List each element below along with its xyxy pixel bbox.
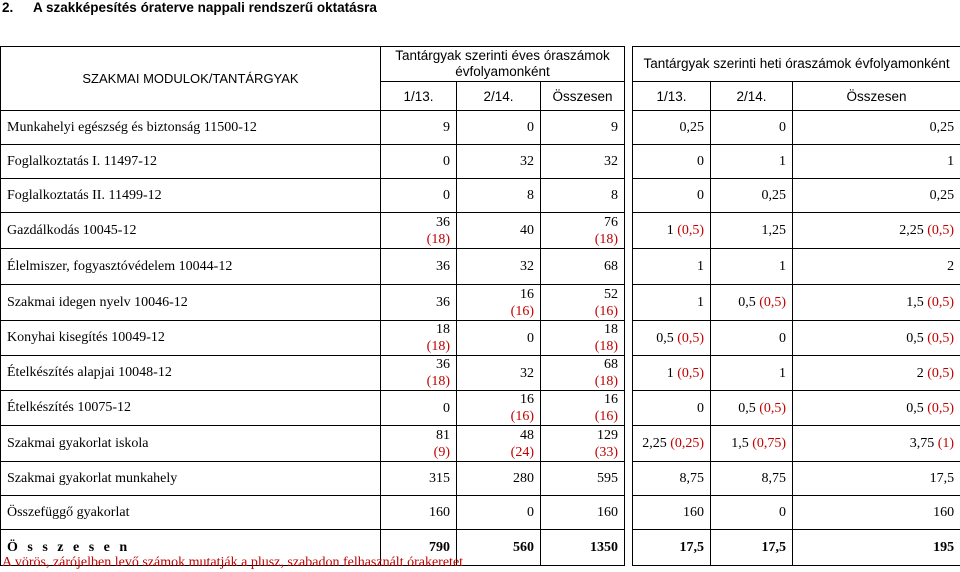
footnote: A vörös, zárójelben levő számok mutatják a plusz, szabadon felhasznált órakeretet bbox=[2, 555, 464, 570]
extra-hours: (0,5) bbox=[927, 295, 955, 310]
cell-weekly-1 bbox=[633, 285, 711, 321]
cell-weekly-total bbox=[793, 356, 960, 391]
cell-yearly-1 bbox=[381, 145, 457, 179]
cell-value: 0 bbox=[443, 154, 450, 169]
cell-value: 2,25 bbox=[899, 223, 924, 238]
cell-value: 160 bbox=[429, 505, 450, 520]
cell-weekly-total bbox=[793, 530, 960, 566]
column-gap bbox=[625, 145, 633, 179]
column-gap bbox=[625, 391, 633, 426]
row-label: Ö s s z e s e n bbox=[1, 530, 381, 566]
cell-yearly-2 bbox=[457, 213, 541, 249]
extra-hours: (18) bbox=[594, 231, 619, 247]
cell-value: 0 bbox=[527, 330, 534, 346]
cell-weekly-1 bbox=[633, 213, 711, 249]
extra-hours: (0,5) bbox=[927, 330, 955, 346]
cell-weekly-2 bbox=[711, 145, 793, 179]
cell-weekly-1 bbox=[633, 496, 711, 530]
header-row-groups bbox=[1, 47, 960, 82]
cell-weekly-2 bbox=[711, 285, 793, 321]
cell-value: 1 bbox=[947, 154, 955, 169]
table-row bbox=[1, 321, 960, 356]
cell-value: 129 bbox=[597, 427, 619, 443]
column-gap bbox=[625, 356, 633, 391]
cell-yearly-2 bbox=[457, 426, 541, 462]
cell-value: 2 bbox=[947, 259, 955, 274]
cell-weekly-total bbox=[793, 249, 960, 285]
cell-value: 0 bbox=[443, 188, 450, 203]
cell-weekly-total bbox=[793, 496, 960, 530]
cell-weekly-total bbox=[793, 213, 960, 249]
row-label: Konyhai kisegítés 10049-12 bbox=[1, 321, 381, 356]
cell-weekly-1 bbox=[633, 111, 711, 145]
cell-value: 36 bbox=[436, 357, 450, 372]
column-gap bbox=[625, 496, 633, 530]
section-heading bbox=[0, 0, 960, 18]
cell-weekly-2 bbox=[711, 249, 793, 285]
yearly-col-total: Összesen bbox=[541, 82, 625, 111]
table-row bbox=[1, 111, 960, 145]
cell-yearly-2 bbox=[457, 496, 541, 530]
cell-value: 8,75 bbox=[761, 471, 787, 486]
cell-value: 0 bbox=[443, 400, 450, 416]
row-label: Foglalkoztatás II. 11499-12 bbox=[1, 179, 381, 213]
table-row bbox=[1, 496, 960, 530]
row-label: Szakmai gyakorlat munkahely bbox=[1, 462, 381, 496]
cell-value: 0 bbox=[697, 154, 705, 169]
cell-value: 17,5 bbox=[761, 540, 787, 555]
cell-weekly-1 bbox=[633, 530, 711, 566]
cell-weekly-2 bbox=[711, 179, 793, 213]
cell-yearly-2 bbox=[457, 145, 541, 179]
cell-value: 1,25 bbox=[761, 223, 787, 238]
column-gap bbox=[625, 426, 633, 462]
cell-yearly-1 bbox=[381, 391, 457, 426]
cell-yearly-total bbox=[541, 179, 625, 213]
cell-value: 280 bbox=[513, 471, 534, 486]
cell-value: 32 bbox=[520, 365, 534, 381]
cell-value: 1350 bbox=[590, 540, 619, 555]
cell-value: 595 bbox=[597, 471, 619, 486]
extra-hours: (0,5) bbox=[677, 223, 705, 238]
cell-weekly-1 bbox=[633, 391, 711, 426]
cell-value: 0,25 bbox=[929, 188, 955, 203]
cell-yearly-total bbox=[541, 462, 625, 496]
cell-yearly-1 bbox=[381, 321, 457, 356]
table-row bbox=[1, 426, 960, 462]
cell-value: 0,5 bbox=[738, 400, 756, 416]
cell-yearly-total bbox=[541, 321, 625, 356]
cell-value: 48 bbox=[520, 427, 534, 443]
cell-yearly-1 bbox=[381, 249, 457, 285]
cell-yearly-total bbox=[541, 530, 625, 566]
cell-value: 17,5 bbox=[679, 540, 705, 555]
extra-hours: (18) bbox=[426, 339, 450, 354]
cell-weekly-total bbox=[793, 145, 960, 179]
table-row bbox=[1, 462, 960, 496]
cell-yearly-1 bbox=[381, 111, 457, 145]
cell-weekly-total bbox=[793, 426, 960, 462]
yearly-col-1: 1/13. bbox=[381, 82, 457, 111]
row-label: Ételkészítés 10075-12 bbox=[1, 391, 381, 426]
cell-yearly-total bbox=[541, 145, 625, 179]
extra-hours: (0,5) bbox=[927, 400, 955, 416]
column-gap bbox=[625, 530, 633, 566]
column-gap bbox=[625, 285, 633, 321]
cell-value: 160 bbox=[597, 505, 619, 520]
cell-value: 2,25 bbox=[642, 436, 667, 451]
cell-yearly-1 bbox=[381, 426, 457, 462]
cell-weekly-total bbox=[793, 321, 960, 356]
cell-value: 52 bbox=[604, 286, 619, 302]
cell-weekly-1 bbox=[633, 356, 711, 391]
table-row bbox=[1, 145, 960, 179]
cell-value: 17,5 bbox=[929, 471, 955, 486]
cell-value: 1 bbox=[666, 223, 674, 238]
column-gap bbox=[625, 111, 633, 145]
cell-weekly-total bbox=[793, 462, 960, 496]
cell-value: 0,5 bbox=[656, 330, 674, 346]
cell-value: 36 bbox=[436, 214, 450, 230]
row-label: Ételkészítés alapjai 10048-12 bbox=[1, 356, 381, 391]
cell-yearly-1 bbox=[381, 462, 457, 496]
cell-weekly-2 bbox=[711, 496, 793, 530]
cell-yearly-2 bbox=[457, 462, 541, 496]
cell-value: 81 bbox=[436, 427, 450, 443]
table-row bbox=[1, 356, 960, 391]
cell-value: 16 bbox=[604, 392, 619, 407]
section-title: A szakképesítés óraterve nappali rendszerű oktatásra bbox=[33, 0, 377, 15]
cell-yearly-total bbox=[541, 356, 625, 391]
extra-hours: (16) bbox=[594, 409, 619, 424]
yearly-group-header: Tantárgyak szerinti éves óraszámok évfolyamonként bbox=[381, 47, 625, 82]
cell-weekly-2 bbox=[711, 391, 793, 426]
cell-value: 0 bbox=[527, 120, 534, 135]
cell-yearly-1 bbox=[381, 356, 457, 391]
cell-value: 32 bbox=[604, 154, 619, 169]
row-label: Gazdálkodás 10045-12 bbox=[1, 213, 381, 249]
extra-hours: (9) bbox=[433, 444, 450, 460]
cell-yearly-2 bbox=[457, 249, 541, 285]
cell-value: 3,75 bbox=[909, 436, 935, 451]
cell-value: 8 bbox=[527, 188, 534, 203]
cell-yearly-2 bbox=[457, 321, 541, 356]
extra-hours: (0,75) bbox=[752, 436, 787, 451]
cell-weekly-2 bbox=[711, 530, 793, 566]
weekly-col-1: 1/13. bbox=[633, 82, 711, 111]
cell-value: 1,5 bbox=[731, 436, 749, 451]
cell-weekly-1 bbox=[633, 179, 711, 213]
cell-value: 0 bbox=[779, 330, 787, 346]
table-row bbox=[1, 249, 960, 285]
cell-value: 0 bbox=[779, 120, 787, 135]
cell-value: 9 bbox=[611, 120, 619, 135]
extra-hours: (16) bbox=[510, 409, 534, 424]
cell-weekly-total bbox=[793, 391, 960, 426]
cell-value: 0,25 bbox=[679, 120, 705, 135]
hours-table bbox=[0, 46, 960, 566]
cell-value: 76 bbox=[604, 214, 619, 230]
cell-value: 1 bbox=[697, 259, 705, 274]
row-label: Élelmiszer, fogyasztóvédelem 10044-12 bbox=[1, 249, 381, 285]
extra-hours: (0,5) bbox=[677, 330, 705, 346]
cell-value: 0,5 bbox=[738, 295, 756, 310]
cell-value: 32 bbox=[520, 154, 534, 169]
extra-hours: (1) bbox=[937, 436, 955, 451]
extra-hours: (0,25) bbox=[670, 436, 705, 451]
cell-yearly-total bbox=[541, 285, 625, 321]
cell-value: 32 bbox=[520, 259, 534, 274]
cell-value: 18 bbox=[436, 322, 450, 337]
column-gap bbox=[625, 213, 633, 249]
column-gap bbox=[625, 321, 633, 356]
cell-value: 68 bbox=[604, 259, 619, 274]
column-gap bbox=[625, 47, 633, 111]
column-gap bbox=[625, 462, 633, 496]
cell-weekly-total bbox=[793, 179, 960, 213]
cell-weekly-2 bbox=[711, 462, 793, 496]
cell-yearly-total bbox=[541, 213, 625, 249]
cell-yearly-1 bbox=[381, 213, 457, 249]
table-row bbox=[1, 179, 960, 213]
cell-yearly-total bbox=[541, 249, 625, 285]
extra-hours: (24) bbox=[510, 444, 534, 460]
weekly-col-total: Összesen bbox=[793, 82, 960, 111]
cell-yearly-2 bbox=[457, 391, 541, 426]
cell-yearly-2 bbox=[457, 179, 541, 213]
cell-weekly-1 bbox=[633, 145, 711, 179]
row-label: Szakmai gyakorlat iskola bbox=[1, 426, 381, 462]
extra-hours: (0,5) bbox=[759, 295, 787, 310]
cell-value: 1,5 bbox=[906, 295, 924, 310]
cell-value: 1 bbox=[779, 154, 787, 169]
cell-yearly-total bbox=[541, 426, 625, 462]
cell-value: 1 bbox=[666, 365, 674, 381]
cell-value: 0,5 bbox=[906, 400, 924, 416]
cell-value: 160 bbox=[933, 505, 955, 520]
cell-value: 68 bbox=[604, 357, 619, 372]
cell-value: 0 bbox=[697, 400, 705, 416]
cell-weekly-2 bbox=[711, 426, 793, 462]
cell-value: 0,25 bbox=[761, 188, 787, 203]
cell-weekly-2 bbox=[711, 111, 793, 145]
cell-value: 36 bbox=[436, 259, 450, 274]
cell-value: 0 bbox=[527, 505, 534, 520]
extra-hours: (18) bbox=[426, 374, 450, 389]
cell-value: 40 bbox=[520, 223, 534, 238]
cell-yearly-1 bbox=[381, 496, 457, 530]
cell-value: 36 bbox=[436, 295, 450, 310]
table-row bbox=[1, 213, 960, 249]
column-gap bbox=[625, 249, 633, 285]
cell-value: 8,75 bbox=[679, 471, 705, 486]
cell-yearly-2 bbox=[457, 356, 541, 391]
cell-value: 1 bbox=[779, 259, 787, 274]
extra-hours: (18) bbox=[426, 231, 450, 247]
cell-weekly-2 bbox=[711, 321, 793, 356]
cell-value: 560 bbox=[513, 540, 534, 555]
row-label: Szakmai idegen nyelv 10046-12 bbox=[1, 285, 381, 321]
cell-value: 195 bbox=[933, 540, 955, 555]
section-number: 2. bbox=[2, 0, 14, 15]
extra-hours: (33) bbox=[594, 444, 619, 460]
cell-yearly-2 bbox=[457, 111, 541, 145]
cell-weekly-total bbox=[793, 111, 960, 145]
cell-value: 9 bbox=[443, 120, 450, 135]
cell-value: 0,5 bbox=[906, 330, 924, 346]
table-body bbox=[1, 111, 960, 566]
cell-weekly-total bbox=[793, 285, 960, 321]
cell-weekly-1 bbox=[633, 426, 711, 462]
yearly-col-2: 2/14. bbox=[457, 82, 541, 111]
cell-weekly-1 bbox=[633, 462, 711, 496]
cell-value: 1 bbox=[779, 365, 787, 381]
cell-value: 18 bbox=[604, 322, 619, 337]
extra-hours: (16) bbox=[510, 303, 534, 319]
column-gap bbox=[625, 179, 633, 213]
row-label: Összefüggő gyakorlat bbox=[1, 496, 381, 530]
cell-yearly-total bbox=[541, 111, 625, 145]
table-row bbox=[1, 285, 960, 321]
extra-hours: (18) bbox=[594, 374, 619, 389]
cell-value: 315 bbox=[429, 471, 450, 486]
cell-value: 790 bbox=[429, 540, 450, 555]
extra-hours: (16) bbox=[594, 303, 619, 319]
cell-value: 0 bbox=[779, 505, 787, 520]
cell-yearly-1 bbox=[381, 285, 457, 321]
cell-yearly-total bbox=[541, 391, 625, 426]
cell-value: 16 bbox=[520, 392, 534, 407]
cell-yearly-1 bbox=[381, 179, 457, 213]
cell-weekly-1 bbox=[633, 321, 711, 356]
cell-yearly-2 bbox=[457, 285, 541, 321]
row-label: Munkahelyi egészség és biztonság 11500-12 bbox=[1, 111, 381, 145]
cell-value: 0 bbox=[697, 188, 705, 203]
cell-value: 16 bbox=[520, 286, 534, 302]
cell-yearly-total bbox=[541, 496, 625, 530]
cell-value: 2 bbox=[916, 365, 924, 381]
row-label: Foglalkoztatás I. 11497-12 bbox=[1, 145, 381, 179]
extra-hours: (0,5) bbox=[927, 365, 955, 381]
modules-header: SZAKMAI MODULOK/TANTÁRGYAK bbox=[1, 47, 381, 111]
weekly-col-2: 2/14. bbox=[711, 82, 793, 111]
weekly-group-header: Tantárgyak szerinti heti óraszámok évfolyamonként bbox=[633, 47, 960, 82]
extra-hours: (18) bbox=[594, 339, 619, 354]
cell-weekly-1 bbox=[633, 249, 711, 285]
cell-value: 1 bbox=[697, 295, 705, 310]
extra-hours: (0,5) bbox=[927, 223, 955, 238]
cell-weekly-2 bbox=[711, 356, 793, 391]
cell-value: 8 bbox=[611, 188, 619, 203]
cell-yearly-2 bbox=[457, 530, 541, 566]
cell-value: 160 bbox=[683, 505, 705, 520]
cell-value: 0,25 bbox=[929, 120, 955, 135]
extra-hours: (0,5) bbox=[759, 400, 787, 416]
table-row bbox=[1, 391, 960, 426]
cell-weekly-2 bbox=[711, 213, 793, 249]
extra-hours: (0,5) bbox=[677, 365, 705, 381]
